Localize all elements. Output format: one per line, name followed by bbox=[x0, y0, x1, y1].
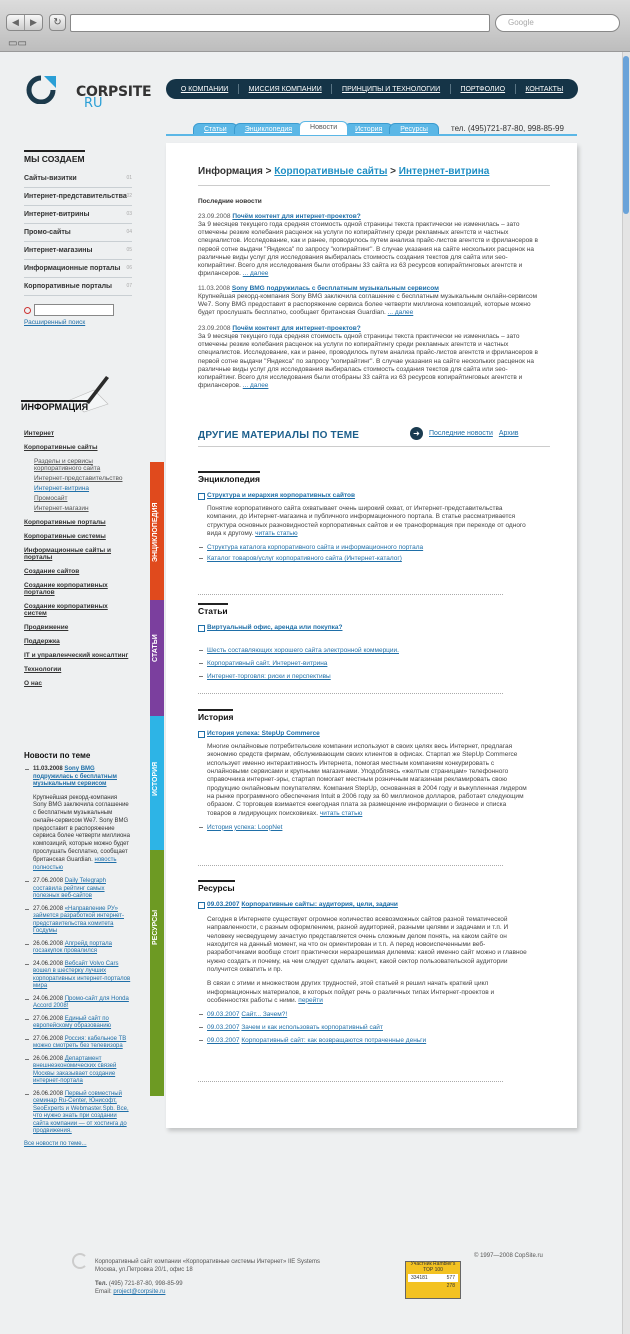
lead-more-link[interactable]: новость полностью bbox=[33, 856, 117, 871]
nav-portfolio[interactable]: ПОРТФОЛИО bbox=[460, 85, 506, 93]
section-link[interactable] bbox=[198, 647, 528, 654]
breadcrumb bbox=[198, 166, 489, 177]
side-news-item bbox=[24, 961, 132, 991]
info-subitem[interactable]: Интернет-витрина bbox=[34, 485, 90, 492]
all-news-link[interactable]: Все новости по теме... bbox=[24, 1140, 87, 1147]
nav-mission[interactable]: МИССИЯ КОМПАНИИ bbox=[248, 85, 322, 93]
logo-name: CORPSITE bbox=[76, 84, 152, 100]
footer-info bbox=[95, 1258, 320, 1297]
reload-button[interactable]: ↻ bbox=[49, 14, 66, 31]
link[interactable]: Корпоративный сайт: как возвращаются потраченные деньги bbox=[241, 1037, 427, 1045]
info-item[interactable]: Информационные сайты и порталы bbox=[24, 547, 112, 561]
latest-news-heading: Последние новости bbox=[198, 198, 262, 205]
we-create-label: Сайты-визитки bbox=[24, 175, 77, 182]
nav-about[interactable]: О КОМПАНИИ bbox=[180, 85, 229, 93]
strip-encyclopedia[interactable] bbox=[150, 462, 164, 602]
info-item[interactable]: О нас bbox=[24, 680, 43, 687]
divider bbox=[198, 446, 550, 447]
side-news-date: 27.06.2008 bbox=[33, 878, 64, 885]
we-create-item[interactable] bbox=[24, 170, 132, 188]
we-create-label: Интернет-витрины bbox=[24, 211, 90, 218]
tel-label: Тел. bbox=[95, 1280, 108, 1287]
info-item[interactable]: Корпоративные сайты bbox=[24, 444, 98, 451]
read-more-link[interactable]: перейти bbox=[298, 996, 323, 1004]
search-placeholder: Google bbox=[508, 18, 534, 27]
section-encyclopedia bbox=[198, 471, 528, 562]
text: Понятие корпоративного сайта охватывает очень широкий охват, от Интернет-представительства компании, до Интернет-магазина и публичного информационного портала. В статье рассматривается структура основных разновидностей корпоративных сайтов и ее трансформация при переходе от одного вида к другому. bbox=[207, 505, 526, 537]
section-text bbox=[198, 505, 528, 538]
divider bbox=[198, 185, 550, 186]
side-news-link[interactable]: Апгрейд портала госзакупок провалился bbox=[33, 940, 112, 955]
we-create-item[interactable] bbox=[24, 278, 132, 296]
link[interactable]: Зачем и как использовать корпоративный сайт bbox=[241, 1024, 383, 1032]
counter-value: 334181 bbox=[411, 1275, 428, 1281]
strip-resources[interactable] bbox=[150, 850, 164, 1096]
link[interactable]: История успеха: LoopNet bbox=[207, 823, 283, 831]
side-news-lead-text bbox=[24, 795, 132, 873]
breadcrumb-current[interactable]: Интернет-витрина bbox=[398, 166, 490, 177]
header-phone: тел. (495)721-87-80, 998-85-99 bbox=[451, 124, 564, 133]
side-news-date: 27.06.2008 bbox=[33, 905, 64, 912]
breadcrumb-sep: > bbox=[390, 166, 397, 177]
link[interactable]: Каталог товаров/услуг корпоративного сайта (Интернет-каталог) bbox=[207, 555, 402, 563]
tab-label: История bbox=[355, 126, 383, 133]
counter-values bbox=[408, 1274, 458, 1282]
news-text: За 9 месяцев текущего года средняя стоимость одной страницы текста практически не изменилась – зато отмечены резкие колебания расценок на услуги по копирайтингу среди рекламных агентств и частных специалистов. Исследование, как и ранее, проводилось путем анализа прайс-листов агентств и фрилансеров в первой сотне выдачи "Яндекса" по запросу "копирайтинг". В случае указания на сайте нескольких расценок на различные виды услуг для исследования выбиралась стоимость создания текстов для сайта или seo-копирайтинг. Всего для исследования были отобраны 33 сайта из 63 ресурсов копирайтинговых агентств и фрилансеров. bbox=[198, 221, 538, 277]
we-create-number: 01 bbox=[126, 175, 132, 181]
we-create-label: Информационные порталы bbox=[24, 265, 121, 272]
strip-label: ЭНЦИКЛОПЕДИЯ bbox=[152, 502, 159, 562]
we-create-item[interactable] bbox=[24, 242, 132, 260]
side-news-link[interactable]: «Направление РУ» займется разработкой интернет-представительства комитета Госдумы bbox=[33, 905, 124, 935]
back-forward-buttons[interactable] bbox=[6, 14, 43, 31]
top-navigation bbox=[166, 79, 578, 99]
counter-value: 278 bbox=[446, 1283, 455, 1289]
copyright: © 1997—2008 CopSite.ru bbox=[474, 1253, 543, 1259]
breadcrumb-sep: > bbox=[265, 166, 272, 177]
we-create-label: Интернет-представительства bbox=[24, 193, 127, 200]
main-link[interactable]: История успеха: StepUp Commerce bbox=[207, 730, 320, 737]
news-date: 23.09.2008 bbox=[198, 213, 231, 220]
section-history bbox=[198, 709, 528, 831]
nav-principles[interactable]: ПРИНЦИПЫ И ТЕХНОЛОГИИ bbox=[342, 85, 441, 93]
tab-label: Новости bbox=[310, 124, 338, 131]
we-create-number: 02 bbox=[126, 193, 132, 199]
strip-label: РЕСУРСЫ bbox=[152, 909, 159, 945]
we-create-number: 06 bbox=[126, 265, 132, 271]
info-list bbox=[24, 430, 132, 694]
section-link[interactable] bbox=[198, 660, 528, 667]
side-news-lead bbox=[24, 766, 132, 789]
news-more-link[interactable]: ... далее bbox=[387, 309, 414, 317]
back-icon[interactable]: ◀ bbox=[12, 17, 19, 27]
info-subitem[interactable]: Интернет-магазин bbox=[34, 505, 89, 512]
tab-news[interactable] bbox=[299, 121, 348, 135]
news-more-link[interactable]: ... далее bbox=[242, 381, 269, 389]
section-main-link[interactable] bbox=[198, 624, 528, 631]
sidebar-we-create bbox=[24, 150, 132, 326]
bookmarks-icon[interactable]: ▭▭ bbox=[8, 38, 27, 49]
side-news-link[interactable]: Промо-сайт для Honda Accord 2008! bbox=[33, 995, 129, 1010]
site-logo[interactable] bbox=[24, 68, 152, 114]
forward-icon[interactable]: ▶ bbox=[24, 15, 42, 30]
link-date[interactable]: 09.03.2007 bbox=[207, 1024, 240, 1032]
link[interactable]: Сайт... Зачем?! bbox=[241, 1011, 288, 1019]
side-news-link[interactable]: Вебсайт Volvo Cars вошел в шестерку лучших корпоративных интернет-порталов мира bbox=[33, 960, 131, 990]
news-title-link[interactable]: Почём контент для интернет-проектов? bbox=[232, 325, 361, 332]
we-create-title: МЫ СОЗДАЕМ bbox=[24, 150, 85, 164]
tab-label: Энциклопедия bbox=[244, 126, 293, 133]
info-item[interactable]: Корпоративные порталы bbox=[24, 519, 106, 526]
dotted-divider bbox=[198, 865, 503, 866]
main-link[interactable]: Виртуальный офис, аренда или покупка? bbox=[207, 624, 343, 631]
info-subitem[interactable]: Разделы и сервисы корпоративного сайта bbox=[34, 458, 101, 472]
section-link[interactable] bbox=[198, 555, 528, 562]
info-item[interactable]: Продвижение bbox=[24, 624, 69, 631]
side-news-link[interactable]: Daily Telegraph составила рейтинг самых полезных веб-сайтов bbox=[33, 878, 106, 900]
we-create-number: 07 bbox=[126, 283, 132, 289]
arrow-right-icon[interactable]: ➜ bbox=[410, 427, 423, 440]
link-date[interactable]: 09.03.2007 bbox=[207, 1011, 240, 1019]
we-create-label: Промо-сайты bbox=[24, 229, 71, 236]
side-news-date: 26.06.2008 bbox=[33, 1055, 64, 1062]
info-subitem[interactable]: Промосайт bbox=[34, 495, 68, 502]
news-text: Крупнейшая рекорд-компания Sony BMG заключила соглашение с бесплатным музыкальным онлайн-сервисом We7. Sony BMG предоставит в распоряжение сервиса более четверти миллиона композиций, которые можно будет прослушать бесплатно, сообщает британская Guardian. bbox=[198, 293, 538, 317]
browser-search-input[interactable] bbox=[495, 14, 620, 32]
side-news-link[interactable]: Департамент внешнеэкономических связей Москвы заказывает создание интернет-портала bbox=[33, 1055, 117, 1085]
counter-label: Участник Rambler's TOP 100 bbox=[410, 1261, 456, 1273]
link[interactable]: Шесть составляющих хорошего сайта электронной коммерции. bbox=[207, 647, 399, 654]
info-subitem[interactable]: Интернет-представительство bbox=[34, 475, 123, 482]
side-news-title: Новости по теме bbox=[24, 751, 91, 760]
scrollbar[interactable] bbox=[622, 52, 630, 1334]
section-text bbox=[198, 743, 528, 818]
we-create-label: Корпоративные порталы bbox=[24, 283, 113, 290]
side-news-link[interactable]: Единый сайт по европейскому образованию bbox=[33, 1015, 112, 1030]
side-news bbox=[24, 751, 132, 1147]
we-create-number: 03 bbox=[126, 211, 132, 217]
info-title: ИНФОРМАЦИЯ bbox=[21, 402, 89, 412]
news-title-link[interactable]: Почём контент для интернет-проектов? bbox=[232, 213, 361, 220]
footer-logo-icon bbox=[72, 1253, 88, 1269]
we-create-label: Интернет-магазины bbox=[24, 247, 93, 254]
read-more-link[interactable]: читать статью bbox=[255, 529, 298, 537]
section-link[interactable] bbox=[198, 673, 528, 680]
side-news-item bbox=[24, 996, 132, 1011]
scrollbar-thumb[interactable] bbox=[623, 56, 629, 214]
tab-label: Статьи bbox=[204, 126, 227, 133]
we-create-number: 05 bbox=[126, 247, 132, 253]
section-link[interactable] bbox=[198, 1037, 528, 1044]
info-item[interactable]: Технологии bbox=[24, 666, 62, 673]
info-item[interactable]: IT и управленческий консалтинг bbox=[24, 652, 129, 659]
side-news-lead-link[interactable]: Sony BMG подружилась с бесплатным музыкальным сервисом bbox=[33, 766, 117, 787]
info-item[interactable]: Корпоративные системы bbox=[24, 533, 106, 540]
news-date: 11.03.2008 bbox=[198, 285, 231, 292]
info-item[interactable]: Создание корпоративных порталов bbox=[24, 582, 108, 596]
side-news-link[interactable]: Первый совместный семинар Ru-Center, Юнисофт, SeoExperts и Webmaster.Spb. Все, что нужно знать при создании сайта компании — от хостинга до продвижения. bbox=[33, 1090, 129, 1135]
side-news-date: 24.06.2008 bbox=[33, 960, 64, 967]
tab-underline bbox=[166, 134, 577, 136]
section-main-link[interactable] bbox=[198, 901, 528, 908]
news-item bbox=[198, 285, 543, 318]
side-news-item bbox=[24, 878, 132, 901]
breadcrumb-link[interactable]: Корпоративные сайты bbox=[274, 166, 388, 177]
section-title: Энциклопедия bbox=[198, 471, 260, 484]
rambler-counter-badge[interactable] bbox=[405, 1261, 461, 1299]
section-link[interactable] bbox=[198, 824, 528, 831]
section-title: Ресурсы bbox=[198, 880, 235, 893]
section-title: История bbox=[198, 709, 233, 722]
section-main-link[interactable] bbox=[198, 730, 528, 737]
side-news-item bbox=[24, 1036, 132, 1051]
logo-sub: RU bbox=[84, 96, 103, 111]
side-news-date: 27.06.2008 bbox=[33, 1035, 64, 1042]
side-news-item bbox=[24, 1056, 132, 1086]
lead-text: Крупнейшая рекорд-компания Sony BMG заключила соглашение с бесплатным музыкальным онлайн-сервисом We7. Sony BMG предоставит в распоряжение сервиса более четверти миллиона композиций, которые можно будет прослушать бесплатно, сообщает британская Guardian. bbox=[33, 794, 130, 863]
section-tabs bbox=[193, 121, 435, 135]
side-news-item bbox=[24, 906, 132, 936]
main-content bbox=[166, 143, 577, 1128]
side-news-date: 11.03.2008 bbox=[33, 766, 63, 772]
browser-toolbar bbox=[0, 0, 630, 52]
news-title-link[interactable]: Sony BMG подружилась с бесплатным музыкальным сервисом bbox=[231, 285, 439, 292]
footer-line: Корпоративный сайт компании «Корпоративные системы Интернет» IIE Systems bbox=[95, 1259, 320, 1265]
footer-phone: (495) 721-87-80, 998-85-99 bbox=[108, 1280, 183, 1287]
news-text: За 9 месяцев текущего года средняя стоимость одной страницы текста практически не изменилась – зато отмечены резкие колебания расценок на услуги по копирайтингу среди рекламных агентств и частных специалистов. Исследование, как и ранее, проводилось путем анализа прайс-листов агентств и фрилансеров в первой сотне выдачи "Яндекса" по запросу "копирайтинг". В случае указания на сайте нескольких расценок на различные виды услуг для исследования выбиралась стоимость создания текстов для сайта или seo-копирайтинг. Всего для исследования были отобраны 33 сайта из 63 ресурсов копирайтинговых агентств и фрилансеров. bbox=[198, 333, 538, 389]
text: Многие онлайновые потребительские компании используют в своих целях весь Интернет, предлагая экономию средств фирмам, обслуживающим своих клиентов в офисах. Стартап же StepUp Commerce использует именно интерактивность Интернета, помогая местным компаниям конкурировать с онлайновыми сервисами и крупными магазинами. Уподобляясь «желтым страницам» телефонного справочника интернет-эры, стартап помогает местным розничным магазинам рекламировать свою продукцию онлайновым покупателям. Компания StepUp, основанная в 2004 году и выкупленная лидером на рынке программного обеспечения Intuit в 2006 году за 60 миллионов долларов, работает следующим образом. С торговцев взимается ежегодная плата за размещение информации о бизнесе и списка товаров в лидирующих поисковиках. bbox=[207, 743, 527, 817]
sidebar-search bbox=[24, 304, 132, 316]
link[interactable]: Интернет-торговля: риски и перспективы bbox=[207, 673, 331, 680]
we-create-number: 04 bbox=[126, 229, 132, 235]
section-text: Сегодня в Интернете существует огромное количество всевозможных сайтов разной тематической направленности, с разным оформлением, разной аудиторией, разными целями и задачами и т.п. И человеку несведущему зачастую представляется очень сложным делом понять, на каком сайте он находится на данный момент, на что он ориентирован и т.п. А перед новоиспеченными веб-разработчиками вообще стоит практически неразрешимая дилемма: какой именно сайт можно и главное нужно создать и почему, на чем следует сделать акцент, какой сектор пользовательской аудитории получится охватить и пр. bbox=[207, 916, 527, 973]
strip-articles[interactable] bbox=[150, 600, 164, 718]
advanced-search-link[interactable]: Расширенный поиск bbox=[24, 319, 86, 326]
section-resources bbox=[198, 880, 528, 1044]
address-bar[interactable] bbox=[70, 14, 490, 32]
archive-link[interactable]: Архив bbox=[498, 430, 519, 437]
footer-address: Москва, ул.Петровка 20/1, офис 18 bbox=[95, 1267, 193, 1274]
main-link[interactable]: Корпоративные сайты: аудитория, цели, задачи bbox=[241, 901, 398, 908]
strip-history[interactable] bbox=[150, 716, 164, 852]
section-link[interactable] bbox=[198, 1024, 528, 1031]
date-link[interactable]: 09.03.2007 bbox=[207, 901, 240, 908]
news-more-link[interactable]: ... далее bbox=[242, 269, 269, 277]
side-news-item bbox=[24, 1091, 132, 1136]
dotted-divider bbox=[198, 594, 503, 595]
latest-news-link[interactable]: Последние новости bbox=[429, 430, 493, 437]
news-item bbox=[198, 325, 543, 390]
side-news-item bbox=[24, 941, 132, 956]
other-links bbox=[410, 427, 518, 440]
section-text bbox=[198, 980, 528, 1005]
logo-mark-icon bbox=[24, 74, 58, 104]
link[interactable]: Корпоративный сайт. Интернет-витрина bbox=[207, 660, 328, 667]
link-date[interactable]: 09.03.2007 bbox=[207, 1037, 240, 1045]
side-news-link[interactable]: Россия: кабельное ТВ можно смотреть без телевизора bbox=[33, 1035, 127, 1050]
section-link[interactable] bbox=[198, 1011, 528, 1018]
we-create-item[interactable] bbox=[24, 260, 132, 278]
other-materials-title: ДРУГИЕ МАТЕРИАЛЫ ПО ТЕМЕ bbox=[198, 430, 360, 441]
nav-divider bbox=[238, 84, 239, 94]
strip-label: ИСТОРИЯ bbox=[152, 761, 159, 796]
dotted-divider bbox=[198, 1081, 503, 1082]
nav-divider bbox=[515, 84, 516, 94]
side-news-date: 24.06.2008 bbox=[33, 995, 64, 1002]
section-articles bbox=[198, 603, 528, 680]
link[interactable]: Структура каталога корпоративного сайта и информационного портала bbox=[207, 544, 424, 552]
main-link[interactable]: Структура и иерархия корпоративных сайтов bbox=[207, 492, 356, 499]
we-create-item[interactable] bbox=[24, 188, 132, 206]
search-icon[interactable] bbox=[24, 307, 31, 314]
side-news-date: 26.06.2008 bbox=[33, 940, 64, 947]
section-link[interactable] bbox=[198, 544, 528, 551]
email-label: Email: bbox=[95, 1289, 112, 1296]
counter-value: 577 bbox=[446, 1275, 455, 1281]
breadcrumb-root: Информация bbox=[198, 166, 263, 177]
dotted-divider bbox=[198, 693, 503, 694]
side-news-item bbox=[24, 1016, 132, 1031]
news-date: 23.09.2008 bbox=[198, 325, 231, 332]
text: В связи с этими и множеством других трудностей, этой статьей я решил начать краткий цикл информационных материалов, в которых пойдет речь о различных типах Интернет-проектов и особенностях работы с ними. bbox=[207, 980, 495, 1004]
search-input[interactable] bbox=[34, 304, 114, 316]
strip-label: СТАТЬИ bbox=[152, 634, 159, 662]
nav-divider bbox=[331, 84, 332, 94]
section-main-link[interactable] bbox=[198, 492, 528, 499]
nav-divider bbox=[450, 84, 451, 94]
info-item[interactable]: Интернет bbox=[24, 430, 55, 437]
section-title: Статьи bbox=[198, 603, 228, 616]
news-item bbox=[198, 213, 543, 278]
side-news-date: 26.06.2008 bbox=[33, 1090, 64, 1097]
info-item[interactable]: Создание корпоративных систем bbox=[24, 603, 108, 617]
tab-label: Ресурсы bbox=[400, 126, 428, 133]
info-item[interactable]: Поддержка bbox=[24, 638, 60, 645]
we-create-item[interactable] bbox=[24, 206, 132, 224]
read-more-link[interactable]: читать статью bbox=[319, 809, 363, 817]
nav-contacts[interactable]: КОНТАКТЫ bbox=[525, 85, 564, 93]
side-news-date: 27.06.2008 bbox=[33, 1015, 64, 1022]
info-item[interactable]: Создание сайтов bbox=[24, 568, 80, 575]
footer-email-link[interactable]: project@corpsite.ru bbox=[113, 1289, 166, 1296]
we-create-item[interactable] bbox=[24, 224, 132, 242]
